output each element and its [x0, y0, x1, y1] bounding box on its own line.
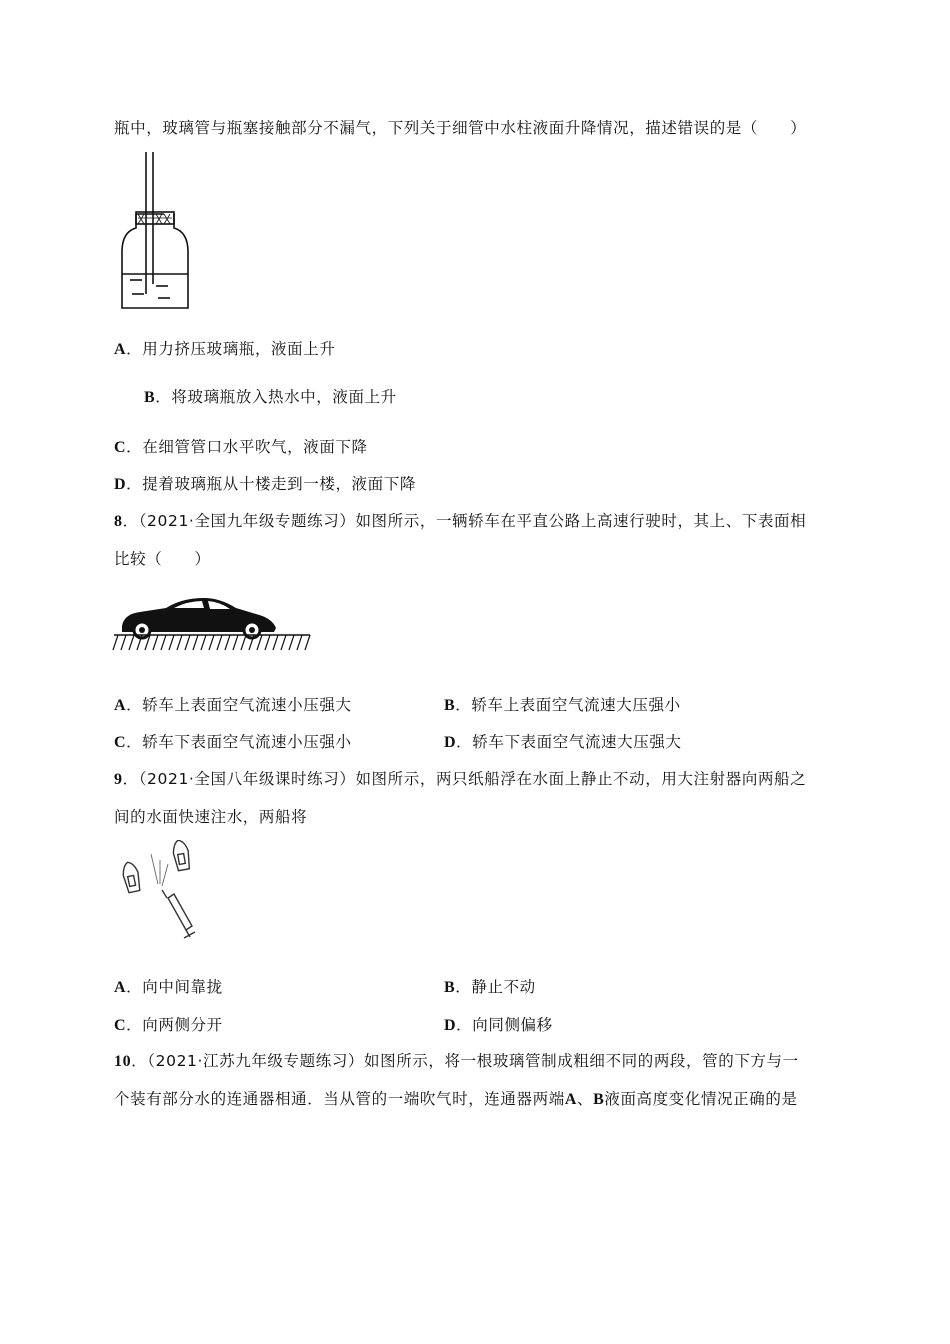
q9-option-a: A．向中间靠拢 [114, 978, 223, 996]
q10-stem-line1: 10．（2021·江苏九年级专题练习）如图所示，将一根玻璃管制成粗细不同的两段，管的下方与一 [114, 1052, 799, 1070]
q7-option-d: D．提着玻璃瓶从十楼走到一楼，液面下降 [114, 475, 416, 493]
q8-option-b: B．轿车上表面空气流速大压强小 [444, 696, 681, 714]
q8-option-d: D．轿车下表面空气流速大压强大 [444, 733, 682, 751]
q10-stem-line2: 个装有部分水的连通器相通．当从管的一端吹气时，连通器两端A、B液面高度变化情况正确的是 [114, 1090, 798, 1108]
q8-option-a: A．轿车上表面空气流速小压强大 [114, 696, 352, 714]
q7-option-a: A．用力挤压玻璃瓶，液面上升 [114, 340, 336, 358]
q9-stem-line2: 间的水面快速注水，两船将 [114, 808, 308, 826]
q8-stem-line2: 比较（ ） [114, 550, 211, 568]
q7-option-c: C．在细管管口水平吹气，液面下降 [114, 438, 368, 456]
q7-option-b: B．将玻璃瓶放入热水中，液面上升 [144, 388, 397, 406]
q9-option-b: B．静止不动 [444, 978, 536, 996]
q9-stem-line1: 9．（2021·全国八年级课时练习）如图所示，两只纸船浮在水面上静止不动，用大注射器向两船之 [114, 770, 807, 788]
bottle-figure [118, 152, 198, 314]
boats-syringe-figure [118, 840, 204, 942]
car-figure [112, 592, 312, 652]
q8-stem-line1: 8．（2021·全国九年级专题练习）如图所示，一辆轿车在平直公路上高速行驶时，其上、下表面相 [114, 512, 807, 530]
q7-stem: 瓶中，玻璃管与瓶塞接触部分不漏气，下列关于细管中水柱液面升降情况，描述错误的是（ ） [114, 119, 807, 137]
q8-option-c: C．轿车下表面空气流速小压强小 [114, 733, 352, 751]
q9-option-d: D．向同侧偏移 [444, 1016, 553, 1034]
q9-option-c: C．向两侧分开 [114, 1016, 223, 1034]
